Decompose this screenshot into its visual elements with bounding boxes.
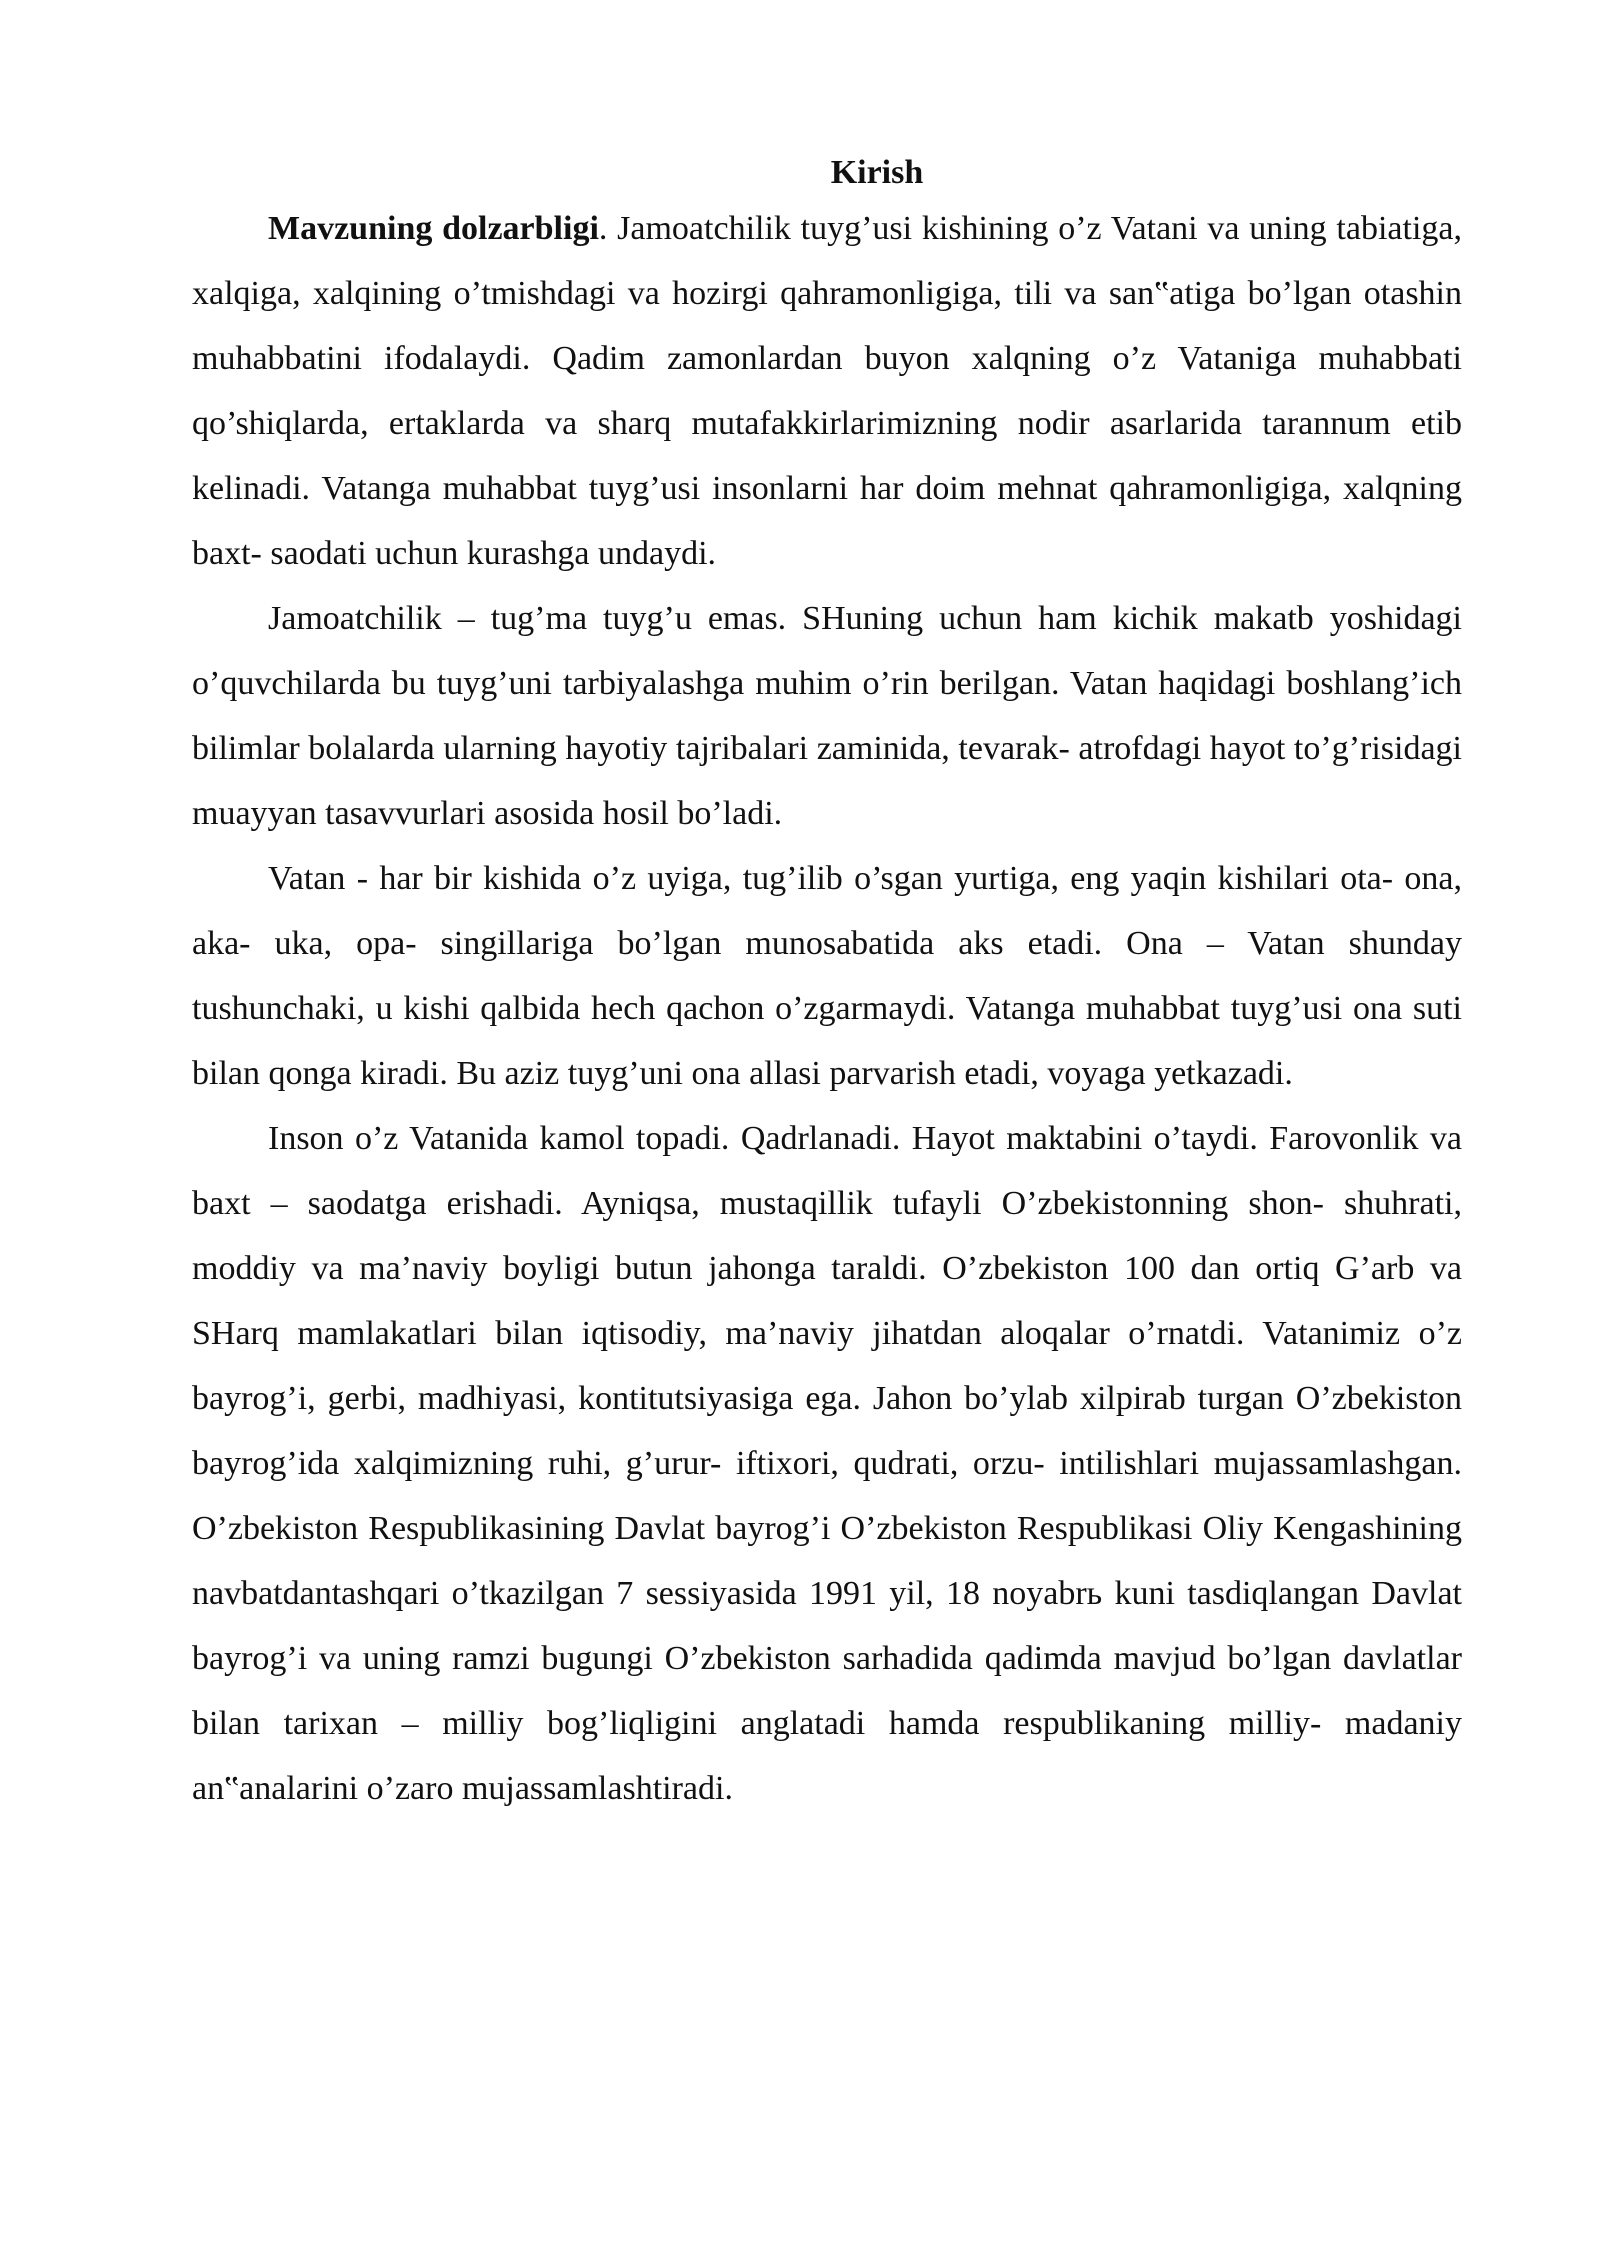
paragraph-text: Vatan - har bir kishida o’z uyiga, tug’ilib o’sgan yurtiga, eng yaqin kishilari ota- ona, aka- uka, opa- singillariga bo’lgan munosabatida aks etadi. Ona – Vatan shunday tushunchaki, u kishi qalbida hech qachon o’zgarmaydi. Vatanga muhabbat tuyg’usi ona suti bilan qonga kiradi. Bu aziz tuyg’uni ona allasi parvarish etadi, voyaga yetkazadi.	[192, 860, 1462, 1092]
paragraph-lead: Mavzuning dolzarbligi	[268, 210, 599, 247]
paragraph-text: Inson o’z Vatanida kamol topadi. Qadrlanadi. Hayot maktabini o’taydi. Farovonlik va baxt – saodatga erishadi. Ayniqsa, mustaqillik tufayli O’zbekistonning shon- shuhrati, moddiy va ma’naviy boyligi butun jahonga taraldi. O’zbekiston 100 dan ortiq G’arb va SHarq mamlakatlari bilan iqtisodiy, ma’naviy jihatdan aloqalar o’rnatdi. Vatanimiz o’z bayrog’i, gerbi, madhiyasi, kontitutsiyasiga ega. Jahon bo’ylab xilpirab turgan O’zbekiston bayrog’ida xalqimizning ruhi, g’urur- iftixori, qudrati, orzu- intilishlari mujassamlashgan. O’zbekiston Respublikasining Davlat bayrog’i O’zbekiston Respublikasi Oliy Kengashining navbatdantashqari o’tkazilgan 7 sessiyasida 1991 yil, 18 noyabrь kuni tasdiqlangan Davlat bayrog’i va uning ramzi bugungi O’zbekiston sarhadida qadimda mavjud bo’lgan davlatlar bilan tarixan – milliy bog’liqligini anglatadi hamda respublikaning milliy- madaniy an‟analarini o’zaro mujassamlashtiradi.	[192, 1120, 1462, 1807]
document-page	[192, 150, 1462, 1821]
paragraph-community	[192, 586, 1462, 846]
page-title: Kirish	[830, 154, 924, 191]
paragraph-text: . Jamoatchilik tuyg’usi kishining o’z Vatani va uning tabiatiga, xalqiga, xalqining o’tmishdagi va hozirgi qahramonligiga, tili va san‟atiga bo’lgan otashin muhabbatini ifodalaydi. Qadim zamonlardan buyon xalqning o’z Vataniga muhabbati qo’shiqlarda, ertaklarda va sharq mutafakkirlarimizning nodir asarlarida tarannum etib kelinadi. Vatanga muhabbat tuyg’usi insonlarni har doim mehnat qahramonligiga, xalqning baxt- saodati uchun kurashga undaydi.	[192, 210, 1462, 572]
paragraph-text: Jamoatchilik – tug’ma tuyg’u emas. SHuning uchun ham kichik makatb yoshidagi o’quvchilarda bu tuyg’uni tarbiyalashga muhim o’rin berilgan. Vatan haqidagi boshlang’ich bilimlar bolalarda ularning hayotiy tajribalari zaminida, tevarak- atrofdagi hayot to’g’risidagi muayyan tasavvurlari asosida hosil bo’ladi.	[192, 600, 1462, 832]
paragraph-flag	[192, 1106, 1462, 1821]
paragraph-relevance	[192, 196, 1462, 586]
paragraph-homeland	[192, 846, 1462, 1106]
